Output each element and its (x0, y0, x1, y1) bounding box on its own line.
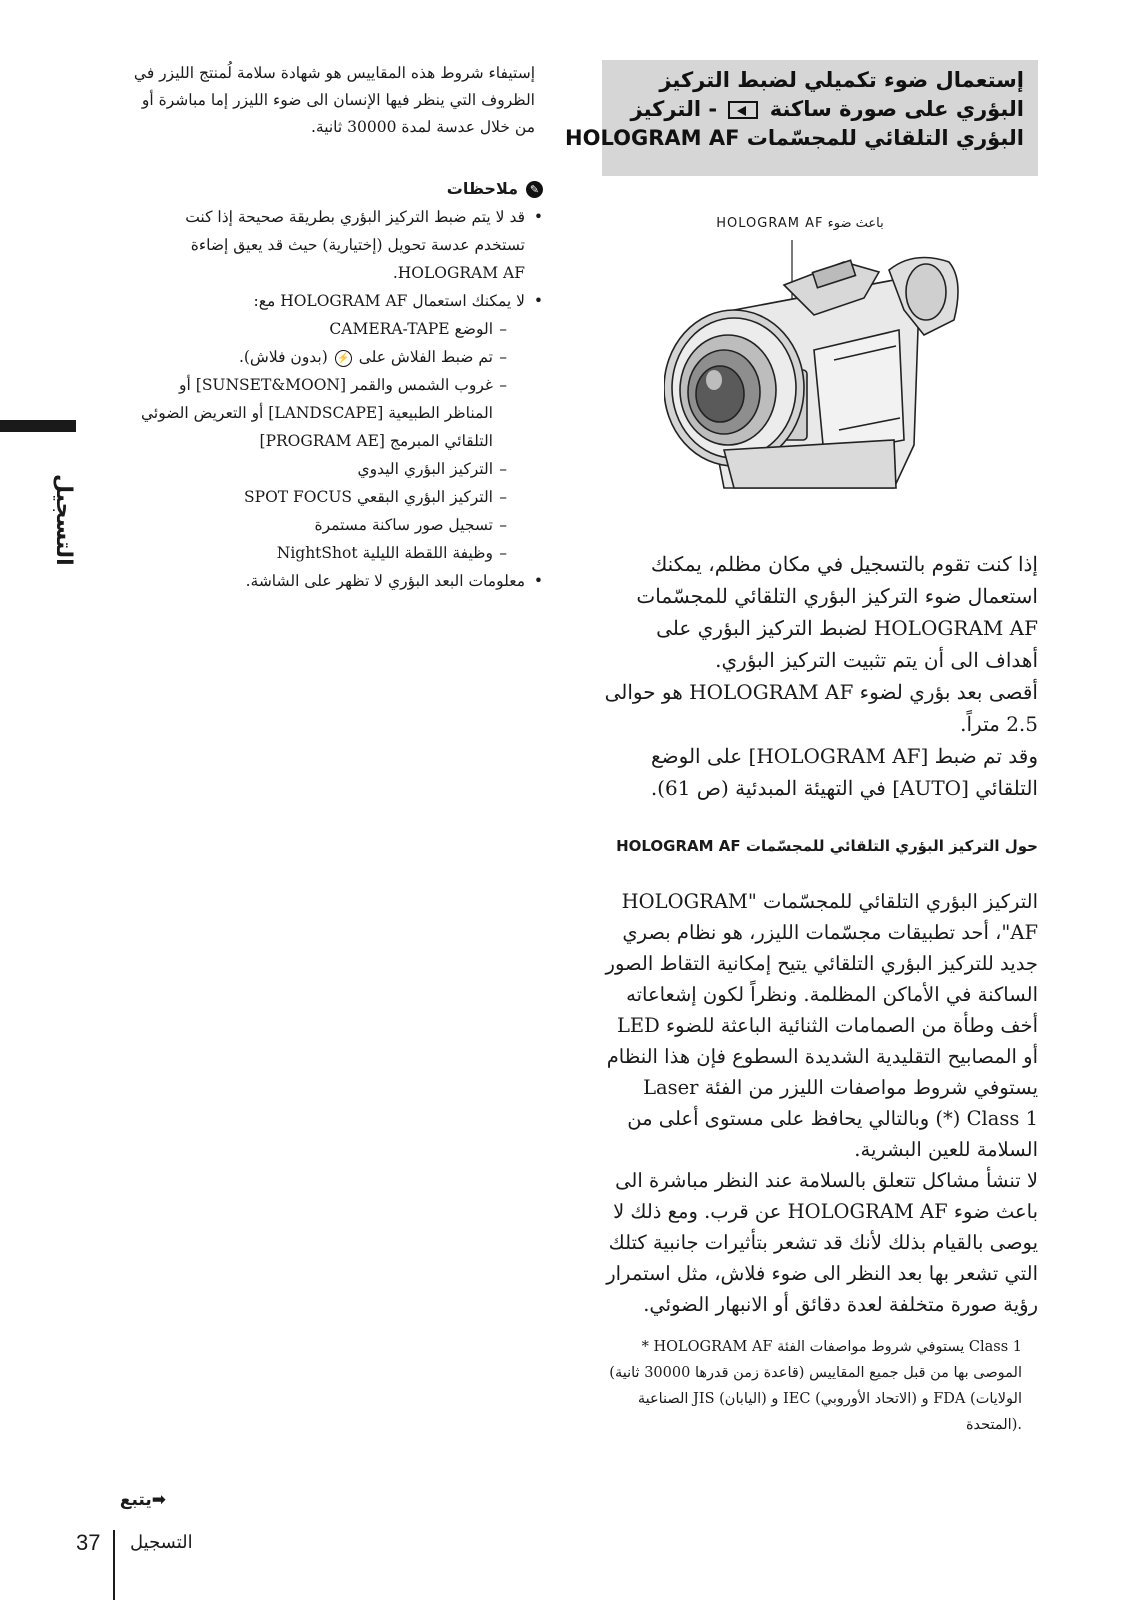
footer-divider (113, 1530, 115, 1600)
no-flash-icon: ⚡ (335, 350, 352, 367)
body-paragraph-2: لا تنشأ مشاكل تتعلق بالسلامة عند النظر مباشرة الى باعث ضوء HOLOGRAM AF عن قرب. ومع ذلك لا يوصى بالقيام بذلك لأنك قد تشعر بتأثيرات جانبية كتلك التي تشعر بها بعد النظر الى ضوء فلاش، مثل استمرار رؤية صورة متخلفة لعدة دقائق أو الانبهار الضوئي. (606, 1169, 1038, 1316)
continue-label: يتبع (119, 1490, 152, 1510)
arrow-left-icon: ➡ (151, 1490, 166, 1510)
page-number: 37 (76, 1530, 101, 1555)
sub-list-item: – التركيز البؤري البقعي SPOT FOCUS (130, 483, 507, 511)
intro-text (602, 548, 1038, 804)
sub-list-item-text: (بدون فلاش). (238, 348, 328, 366)
sub-list (130, 315, 525, 567)
still-image-icon (728, 101, 758, 119)
heading-line-2-start: البؤري على صورة ساكنة (769, 97, 1024, 121)
camcorder-illustration (664, 240, 964, 490)
heading-line-1: إستعمال ضوء تكميلي لضبط التركيز (659, 68, 1024, 92)
chapter-tab-bar (0, 420, 76, 432)
chapter-tab-label: التسجيل (51, 474, 76, 566)
laser-safety-note: إستيفاء شروط هذه المقاييس هو شهادة سلامة لُمنتج الليزر في الظروف التي ينظر فيها الإنسان الى ضوء الليزر إما مباشرة أو من خلال عدسة لمدة 30000 ثانية. (133, 64, 535, 136)
list-item: • قد لا يتم ضبط التركيز البؤري بطريقة صحيحة إذا كنت تستخدم عدسة تحويل (إختيارية) حيث قد يعيق إضاءة HOLOGRAM AF. (130, 203, 543, 287)
intro-paragraph-2: أقصى بعد بؤري لضوء HOLOGRAM AF هو حوالى 2.5 متراً. (604, 680, 1038, 736)
figure-callout: باعث ضوء HOLOGRAM AF (716, 216, 884, 231)
footnote: * HOLOGRAM AF يستوفي شروط مواصفات الفئة Class 1 (قاعدة زمن قدرها 30000 ثانية) الموصى بها من قبل جميع المقاييس الصناعية JIS (اليابان) و IEC (الاتحاد الأوروبي) و FDA (الولايات المتحدة). (609, 1339, 1022, 1433)
notes-heading (130, 176, 543, 202)
list-item: • معلومات البعد البؤري لا تظهر على الشاشة. (130, 567, 543, 595)
notes-list (130, 203, 543, 595)
heading-line-3: البؤري التلقائي للمجسّمات HOLOGRAM AF (565, 126, 1024, 150)
sub-list-item: – التركيز البؤري اليدوي (130, 455, 507, 483)
sub-list-item: – وظيفة اللقطة الليلية NightShot (130, 539, 507, 567)
continue-indicator (96, 1490, 166, 1516)
sub-list-item: – غروب الشمس والقمر [SUNSET&MOON] أو المناظر الطبيعية [LANDSCAPE] أو التعريض الضوئي التلقائي المبرمج [PROGRAM AE] (130, 371, 507, 455)
heading-line-2 (612, 95, 1024, 124)
footer-section-name: التسجيل (130, 1532, 193, 1553)
sub-list-item-text: تم ضبط الفلاش على (358, 348, 493, 366)
intro-paragraph-3: وقد تم ضبط [HOLOGRAM AF] على الوضع التلقائي [AUTO] في التهيئة المبدئية (ص 61). (650, 744, 1038, 800)
notes-title-text: ملاحظات (446, 179, 518, 198)
subsection-title: حول التركيز البؤري التلقائي للمجسّمات HOLOGRAM AF (616, 837, 1038, 855)
subsection-body (602, 886, 1038, 1320)
note-icon: ✎ (526, 181, 543, 198)
sub-list-item (130, 343, 507, 371)
body-paragraph-1: التركيز البؤري التلقائي للمجسّمات "HOLOGRAM AF"، أحد تطبيقات مجسّمات الليزر، هو نظام بصري جديد للتركيز البؤري التلقائي يتيح إمكانية التقاط الصور الساكنة في الأماكن المظلمة. ونظراً لكون إشعاعاته أخف وطأة من الصمامات الثنائية الباعثة للضوء LED أو المصابيح التقليدية الشديدة السطوع فإن هذا النظام يستوفي شروط مواصفات الليزر من الفئة Laser Class 1 (*) وبالتالي يحافظ على مستوى أعلى من السلامة للعين البشرية. (605, 890, 1038, 1161)
list-item (130, 287, 543, 567)
intro-paragraph-1: إذا كنت تقوم بالتسجيل في مكان مظلم، يمكنك استعمال ضوء التركيز البؤري التلقائي للمجسّمات HOLOGRAM AF لضبط التركيز البؤري على أهداف الى أن يتم تثبيت التركيز البؤري. (636, 552, 1038, 672)
section-heading (565, 60, 1038, 176)
sub-list-item: – الوضع CAMERA-TAPE (130, 315, 507, 343)
list-item-text: لا يمكنك استعمال HOLOGRAM AF مع: (253, 292, 525, 310)
sub-list-item: – تسجيل صور ساكنة مستمرة (130, 511, 507, 539)
heading-line-2-end: - التركيز (630, 97, 718, 121)
